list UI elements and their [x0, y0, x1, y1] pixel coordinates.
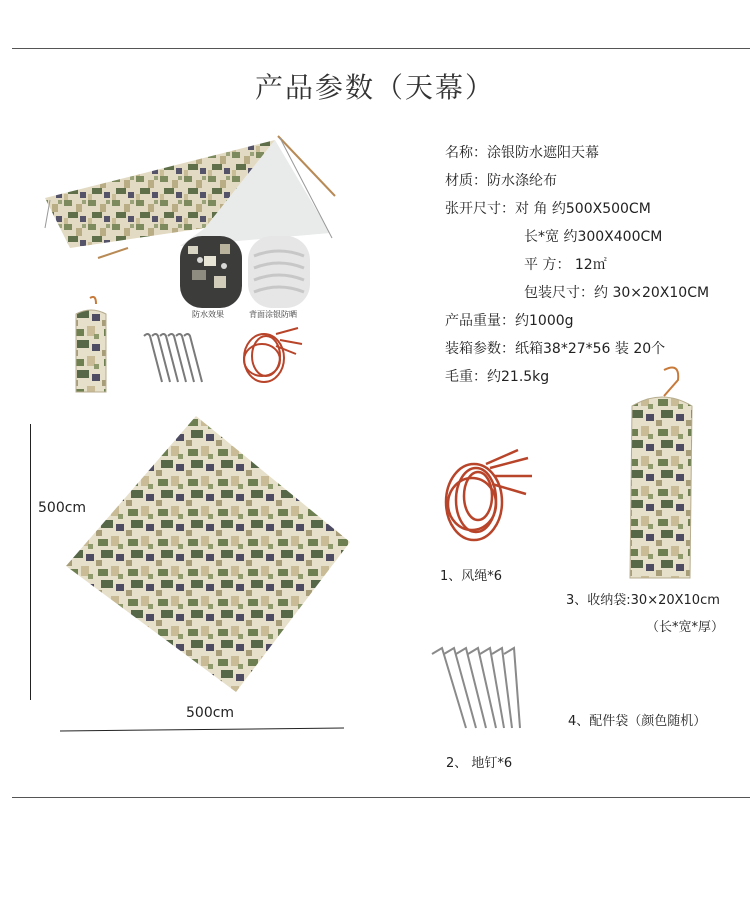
spec-carton: 装箱参数：纸箱38*27*56 装 20个 [445, 341, 666, 357]
height-dimension-line [30, 424, 31, 700]
spec-pack-size: 包装尺寸：约 30×20X10CM [524, 285, 710, 301]
rope-label: 1、风绳*6 [440, 569, 503, 584]
pouch-label: 4、配件袋（颜色随机） [568, 714, 707, 729]
top-divider [12, 48, 750, 49]
storage-bag-small [72, 296, 110, 396]
bottom-divider [12, 797, 750, 798]
page-title: 产品参数（天幕） [254, 71, 495, 104]
waterproof-label: 防水效果 [192, 310, 224, 319]
tarp-flat [66, 416, 350, 692]
spec-gross: 毛重：约21.5kg [445, 369, 550, 385]
spec-name: 名称：涂银防水遮阳天幕 [445, 145, 599, 161]
rope-large [436, 446, 536, 550]
stakes-label: 2、 地钉*6 [446, 756, 513, 771]
height-label: 500cm [38, 500, 87, 516]
rope-small [236, 320, 306, 390]
width-dimension-line [60, 728, 344, 732]
width-label: 500cm [186, 705, 235, 721]
back-label: 背面涂银防晒 [249, 310, 297, 319]
spec-size-lw: 长*宽 约300X400CM [524, 229, 663, 245]
spec-material: 材质：防水涤纶布 [445, 173, 557, 189]
waterproof-swatch [180, 236, 242, 308]
silver-back-swatch [248, 236, 310, 308]
stakes-large [428, 644, 538, 734]
spec-weight: 产品重量：约1000g [445, 313, 574, 329]
bag-dimensions-note: （长*宽*厚） [646, 620, 725, 635]
bag-label: 3、收纳袋:30×20X10cm [566, 593, 720, 608]
storage-bag-large [626, 366, 696, 582]
stakes-small [140, 330, 210, 390]
spec-area: 平 方： 12㎡ [524, 257, 607, 273]
spec-size-diagonal: 张开尺寸：对 角 约500X500CM [445, 201, 651, 217]
